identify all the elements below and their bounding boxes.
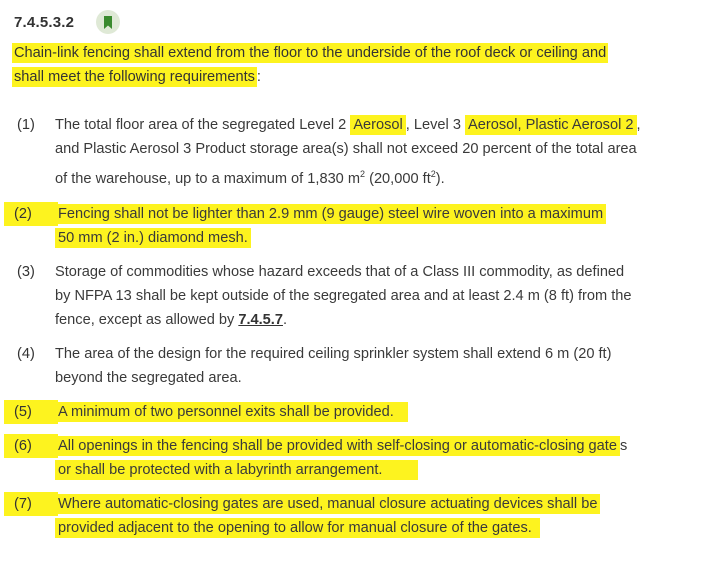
list-item-number: (5) bbox=[4, 400, 58, 424]
list-item-text: Where automatic-closing gates are used, manual closure actuating devices shall be provided adjacent to the opening to allow for manual closure of the gates. bbox=[55, 492, 695, 540]
highlighted-text: Aerosol bbox=[350, 115, 405, 135]
lead-line-1: Chain-link fencing shall extend from the floor to the underside of the roof deck or ceiling and bbox=[14, 45, 607, 61]
list-item-number: (4) bbox=[17, 346, 35, 362]
list-item-number: (6) bbox=[4, 434, 58, 458]
list-item-number: (2) bbox=[4, 202, 58, 226]
list-item-text: Storage of commodities whose hazard exceeds that of a Class III commodity, as defined by NFPA 13 shall be kept outside of the segregated area and at least 2.4 m (8 ft) from the fence, except as allowed by 7.4.5.7. bbox=[55, 264, 632, 328]
list-item-text: The total floor area of the segregated Level 2 Aerosol , Level 3 Aerosol, Plastic Aerosol 2 , and Plastic Aerosol 3 Product storage area(s) shall not exceed 20 percent of the total area of the warehouse, up to a maximum of 1,830 $m^2$ (20,000 $ft^2$). bbox=[55, 117, 641, 187]
lead-line-2: shall meet the following requirements bbox=[14, 69, 255, 85]
section-header bbox=[14, 10, 120, 34]
highlighted-text: Aerosol, Plastic Aerosol 2 bbox=[465, 115, 636, 135]
bookmark-icon[interactable] bbox=[96, 10, 120, 34]
list-item-number: (1) bbox=[17, 117, 35, 133]
list-item-text: The area of the design for the required ceiling sprinkler system shall extend 6 m (20 ft) beyond the segregated area. bbox=[55, 346, 612, 386]
lead-paragraph bbox=[12, 41, 677, 89]
list-item-text: All openings in the fencing shall be provided with self-closing or automatic-closing gate s or shall be protected with a labyrinth arrangement. bbox=[55, 434, 695, 482]
lead-colon: : bbox=[256, 69, 261, 85]
section-number: 7.4.5.3.2 bbox=[14, 13, 75, 31]
list-item-number: (7) bbox=[4, 492, 58, 516]
list-item-text: Fencing shall not be lighter than 2.9 mm (9 gauge) steel wire woven into a maximum 50 mm (2 in.) diamond mesh. bbox=[55, 202, 695, 250]
list-item-text: A minimum of two personnel exits shall be provided. bbox=[55, 400, 695, 424]
list-item-number: (3) bbox=[17, 264, 35, 280]
section-link-7-4-5-7[interactable]: 7.4.5.7 bbox=[238, 312, 283, 328]
